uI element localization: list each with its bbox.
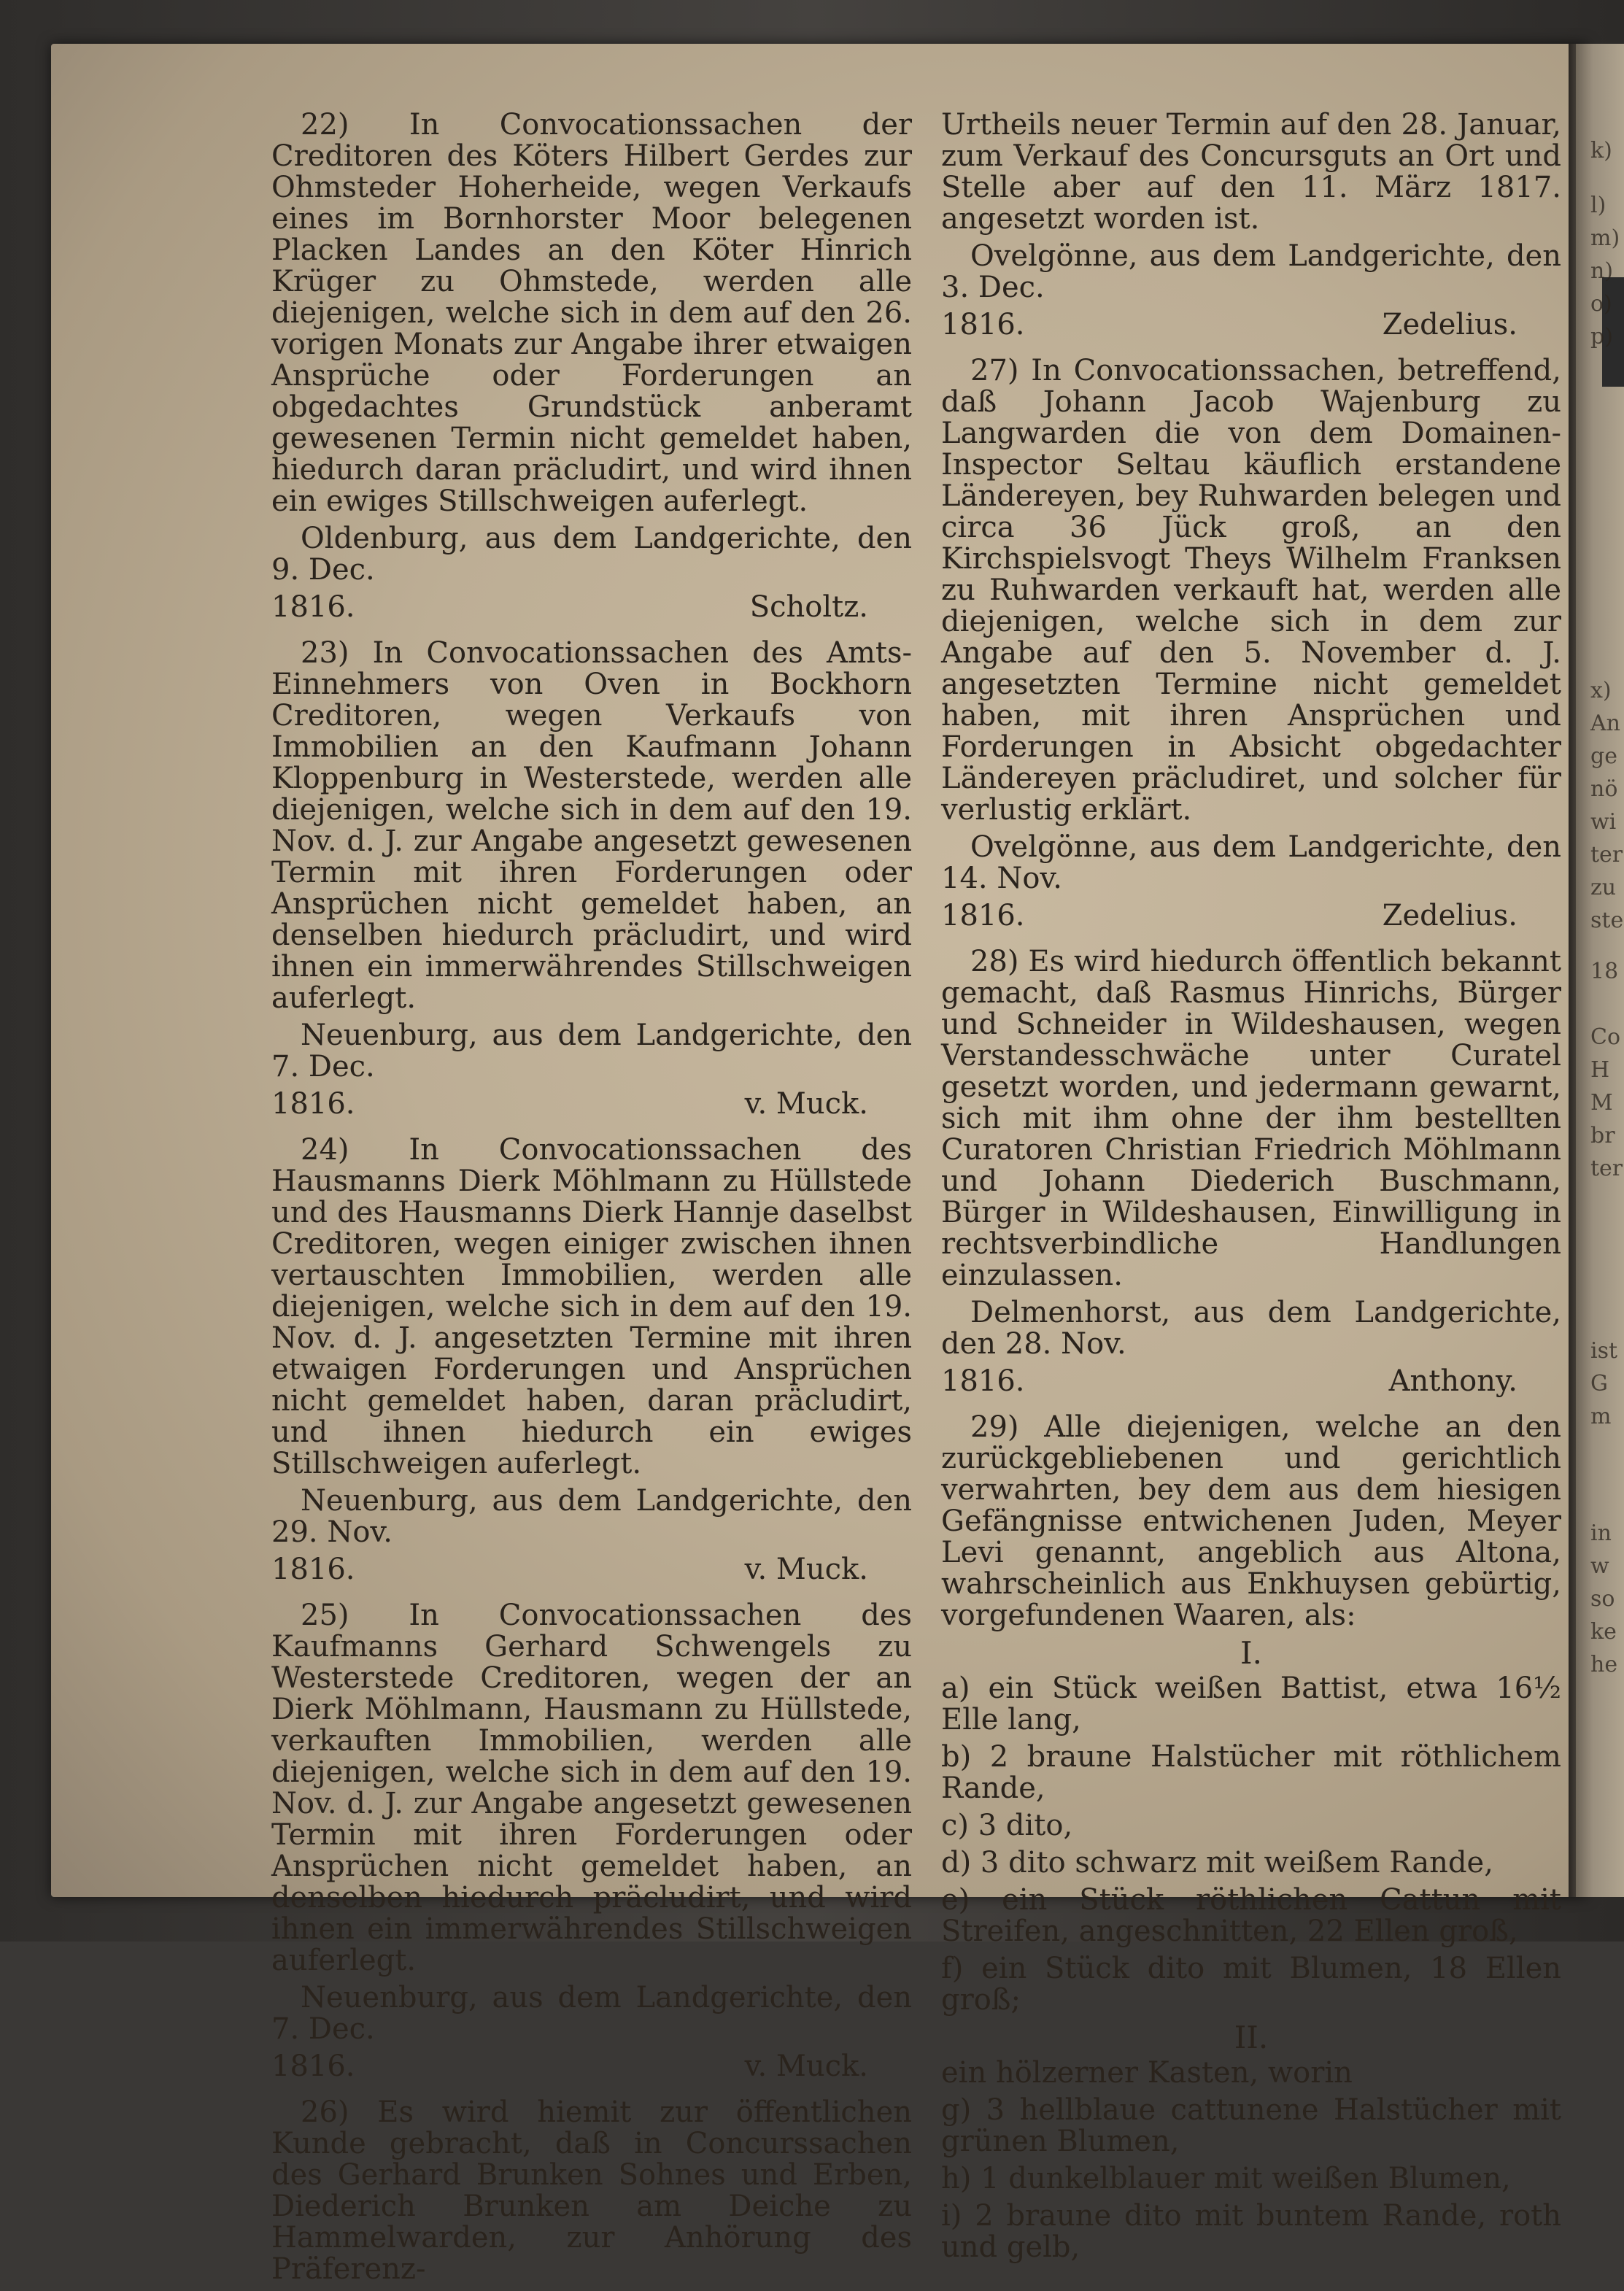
edge-fragment: in — [1590, 1521, 1612, 1546]
list-item: e) ein Stück röthlichen Cattun mit Streifen, angeschnitten, 22 Ellen groß, — [941, 1883, 1561, 1948]
left-column — [271, 109, 912, 2291]
notice-text: 28) Es wird hiedurch öffentlich bekannt gemacht, daß Rasmus Hinrichs, Bürger und Schneider in Wildeshausen, wegen Verstandesschwäche unter Curatel gesetzt worden, und jedermann gewarnt, sich mit ihm ohne der ihm bestellten Curatoren Christian Friedrich Möhlmann und Johann Diederich Buschmann, Bürger in Wildeshausen, Einwilligung in rechtsverbindliche Handlungen einzulassen. — [941, 945, 1561, 1292]
notice-dateline: Ovelgönne, aus dem Landgerichte, den 14. Nov. — [941, 830, 1561, 895]
edge-fragment: he — [1590, 1652, 1618, 1677]
list-item: a) ein Stück weißen Battist, etwa 16½ Elle lang, — [941, 1672, 1561, 1736]
notice-year: 1816. — [941, 308, 1025, 341]
list-item: g) 3 hellblaue cattunene Halstücher mit grünen Blumen, — [941, 2093, 1561, 2158]
notice-signer: Anthony. — [1388, 1364, 1517, 1398]
edge-fragment: ist — [1590, 1338, 1618, 1364]
list-item: b) 2 braune Halstücher mit röthlichem Rande, — [941, 1740, 1561, 1805]
right-column — [941, 109, 1561, 2269]
edge-fragment: nö — [1590, 776, 1618, 802]
edge-fragment: M — [1590, 1090, 1613, 1116]
list-item: c) 3 dito, — [941, 1809, 1073, 1842]
edge-fragment: ste — [1590, 908, 1624, 933]
edge-fragment: wi — [1590, 809, 1617, 835]
edge-fragment: n) — [1590, 258, 1614, 284]
notice-24 — [271, 1135, 912, 1585]
notice-26-start: 26) Es wird hiemit zur öffentlichen Kunde gebracht, daß in Concurssachen des Gerhard Brunken Sohnes und Erben, Diederich Brunken am Deiche zu Hammelwarden, zur Anhörung des Präferenz- — [271, 2095, 912, 2286]
notice-signature-row — [271, 2051, 912, 2082]
notice-signature-row — [271, 1089, 912, 1120]
notice-text: 23) In Convocationssachen des Amts-Einnehmers von Oven in Bockhorn Creditoren, wegen Verkaufs von Immobilien an den Kaufmann Johann Kloppenburg in Westerstede, werden alle diejenigen, welche sich in dem auf den 19. Nov. d. J. zur Angabe angesetzt gewesenen Termin mit ihren Forderungen oder Ansprüchen nicht gemeldet haben, an denselben hiedurch präcludirt, und wird ihnen ein immerwährendes Stillschweigen auferlegt. — [271, 636, 912, 1015]
edge-fragment: m — [1590, 1404, 1612, 1429]
edge-fragment: so — [1590, 1586, 1615, 1612]
section-heading-i: I. — [1240, 1635, 1262, 1671]
edge-fragment: p) — [1590, 324, 1613, 349]
notice-signature-row — [941, 1366, 1561, 1397]
list-item: h) 1 dunkelblauer mit weißen Blumen, — [941, 2162, 1511, 2195]
notice-dateline: Neuenburg, aus dem Landgerichte, den 7. Dec. — [271, 1981, 912, 2046]
notice-dateline: Ovelgönne, aus dem Landgerichte, den 3. Dec. — [941, 239, 1561, 304]
notice-text: 27) In Convocationssachen, betreffend, daß Johann Jacob Wajenburg zu Langwarden die von dem Domainen-Inspector Seltau käuflich erstandene Ländereyen, bey Ruhwarden belegen und circa 36 Jück groß, an den Kirchspielsvogt Theys Wilhelm Franksen zu Ruhwarden verkauft hat, werden alle diejenigen, welche sich in dem zur Angabe auf den 5. November d. J. angesetzten Termine nicht gemeldet haben, mit ihren Ansprüchen und Forderungen in Absicht obgedachter Ländereyen präcludiret, und solcher für verlustig erklärt. — [941, 354, 1561, 827]
notice-27 — [941, 355, 1561, 932]
notice-signer: v. Muck. — [744, 2049, 868, 2083]
notice-dateline: Neuenburg, aus dem Landgerichte, den 29. Nov. — [271, 1484, 912, 1549]
notice-signer: Scholtz. — [749, 590, 868, 624]
notice-dateline: Delmenhorst, aus dem Landgerichte, den 28. Nov. — [941, 1296, 1561, 1361]
list-item: f) ein Stück dito mit Blumen, 18 Ellen groß; — [941, 1952, 1561, 2017]
notice-year: 1816. — [941, 899, 1025, 932]
notice-year: 1816. — [271, 1087, 355, 1121]
notice-year: 1816. — [271, 1553, 355, 1586]
notice-26-continuation — [941, 109, 1561, 341]
notice-year: 1816. — [941, 1364, 1025, 1398]
list-item: i) 2 braune dito mit buntem Rande, roth und gelb, — [941, 2199, 1561, 2264]
edge-fragment: An — [1590, 711, 1620, 736]
notice-text: Urtheils neuer Termin auf den 28. Januar, zum Verkauf des Concursguts an Ort und Stelle aber auf den 11. März 1817. angesetzt worden ist. — [941, 108, 1561, 236]
edge-fragment: Co — [1590, 1024, 1621, 1050]
notice-text: 25) In Convocationssachen des Kaufmanns Gerhard Schwengels zu Westerstede Creditoren, wegen der an Dierk Möhlmann, Hausmann zu Hüllstede, verkauften Immobilien, werden alle diejenigen, welche sich in dem auf den 19. Nov. d. J. zur Angabe angesetzt gewesenen Termin mit ihren Forderungen oder Ansprüchen nicht gemeldet haben, an denselben hiedurch präcludirt, und wird ihnen ein immerwährendes Stillschweigen auferlegt. — [271, 1599, 912, 1977]
notice-signer: v. Muck. — [744, 1553, 868, 1586]
edge-fragment: ter — [1590, 1156, 1623, 1181]
edge-fragment: m) — [1590, 225, 1620, 251]
edge-fragment: 18 — [1590, 959, 1619, 984]
edge-fragment: ter — [1590, 842, 1623, 868]
edge-fragment: H — [1590, 1057, 1610, 1083]
notice-signer: Zedelius. — [1382, 899, 1517, 932]
list-intro: ein hölzerner Kasten, worin — [941, 2056, 1353, 2090]
notice-23 — [271, 638, 912, 1120]
notice-text: 22) In Convocationssachen der Creditoren des Köters Hilbert Gerdes zur Ohmsteder Hoherheide, wegen Verkaufs eines im Bornhorster Moor belegenen Placken Landes an den Köter Hinrich Krüger zu Ohmstede, werden alle diejenigen, welche sich in dem auf den 26. vorigen Monats zur Angabe ihrer etwaigen Ansprüche oder Forderungen an obgedachtes Grundstück anberamt gewesenen Termin nicht gemeldet haben, hiedurch daran präcludirt, und wird ihnen ein ewiges Stillschweigen auferlegt. — [271, 108, 912, 518]
notice-text: 24) In Convocationssachen des Hausmanns Dierk Möhlmann zu Hüllstede und des Hausmanns Dierk Hannje daselbst Creditoren, wegen einiger zwischen ihnen vertauschten Immobilien, werden alle diejenigen, welche sich in dem auf den 19. Nov. d. J. angesetzten Termine mit ihren etwaigen Forderungen und Ansprüchen nicht gemeldet haben, daran präcludirt, und ihnen hiedurch ein ewiges Stillschweigen auferlegt. — [271, 1133, 912, 1480]
notice-28 — [941, 946, 1561, 1397]
notice-dateline: Neuenburg, aus dem Landgerichte, den 7. Dec. — [271, 1019, 912, 1083]
notice-year: 1816. — [271, 2049, 355, 2083]
edge-fragment: w — [1590, 1553, 1609, 1579]
section-heading-ii: II. — [1234, 2020, 1269, 2055]
edge-fragment: zu — [1590, 875, 1617, 900]
notice-signature-row — [271, 592, 912, 623]
edge-fragment: o) — [1590, 291, 1612, 317]
notice-signature-row — [941, 900, 1561, 932]
edge-fragment: G — [1590, 1371, 1608, 1396]
notice-25 — [271, 1600, 912, 2082]
item-list-ii — [941, 2095, 1561, 2263]
edge-fragment: ge — [1590, 743, 1617, 769]
notice-signer: v. Muck. — [744, 1087, 868, 1121]
notice-22 — [271, 109, 912, 623]
notice-year: 1816. — [271, 590, 355, 624]
notice-signature-row — [271, 1554, 912, 1585]
list-item: d) 3 dito schwarz mit weißem Rande, — [941, 1846, 1493, 1879]
notice-signer: Zedelius. — [1382, 308, 1517, 341]
edge-fragment: k) — [1590, 138, 1612, 163]
notice-dateline: Oldenburg, aus dem Landgerichte, den 9. Dec. — [271, 522, 912, 587]
notice-29: 29) Alle diejenigen, welche an den zurückgebliebenen und gerichtlich verwahrten, bey dem aus dem hiesigen Gefängnisse entwichenen Juden, Meyer Levi genannt, angeblich aus Altona, wahrscheinlich aus Enkhuysen gebürtig, vorgefundenen Waaren, als: — [941, 1410, 1561, 1632]
edge-fragment: x) — [1590, 678, 1612, 703]
edge-fragment: br — [1590, 1123, 1615, 1148]
item-list-i — [941, 1673, 1561, 2016]
edge-fragment: l) — [1590, 193, 1606, 218]
notice-signature-row — [941, 309, 1561, 341]
edge-fragment: ke — [1590, 1619, 1617, 1645]
